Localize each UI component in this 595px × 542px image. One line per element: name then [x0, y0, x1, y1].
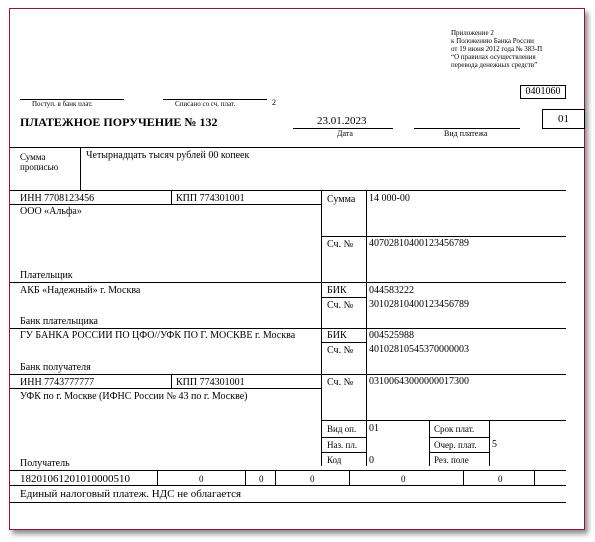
payment-type-label: Вид платежа — [444, 129, 488, 138]
payee-kpp: КПП 774301001 — [176, 377, 245, 388]
rule — [463, 470, 464, 485]
rule — [10, 204, 321, 205]
amount-words-label: Сумма прописью — [20, 152, 59, 172]
rule — [321, 437, 366, 438]
rule — [157, 470, 158, 485]
rule — [10, 147, 584, 148]
queue-label: Очер. плат. — [434, 440, 477, 450]
rule — [429, 437, 489, 438]
annex-line: Приложение 2 — [451, 29, 494, 37]
amount-value: 14 000-00 — [369, 193, 410, 204]
kbk: 18201061201010000510 — [20, 473, 130, 485]
payee-bank-bik: 004525988 — [369, 330, 414, 341]
payee-name: УФК по г. Москве (ИФНС России № 43 по г. Москве) — [20, 391, 248, 402]
rule — [10, 470, 566, 471]
payee-bank-name: ГУ БАНКА РОССИИ ПО ЦФО//УФК ПО Г. МОСКВЕ г. Москва — [20, 330, 296, 341]
rule — [80, 147, 81, 190]
payee-bank-label: Банк получателя — [20, 362, 91, 373]
tax-doc-date: 0 — [498, 474, 503, 484]
payee-bank-bik-label: БИК — [327, 330, 347, 341]
rule — [10, 388, 321, 389]
rule — [321, 452, 366, 453]
amount-words: Четырнадцать тысяч рублей 00 копеек — [86, 150, 250, 161]
rule — [171, 190, 172, 204]
payee-account: 03100643000000017300 — [369, 376, 469, 387]
annex-note — [451, 29, 542, 69]
payer-bank-account-label: Сч. № — [327, 300, 354, 311]
payee-inn: ИНН 7743777777 — [20, 377, 95, 388]
rule — [275, 470, 276, 485]
rule — [321, 297, 366, 298]
payee-label: Получатель — [20, 458, 70, 469]
payer-bank-label: Банк плательщика — [20, 316, 98, 327]
amount-label: Сумма — [327, 194, 356, 205]
annex-line: “О правилах осуществления — [451, 53, 536, 61]
rule — [489, 420, 490, 466]
payment-purpose: Единый налоговый платеж. НДС не облагается — [20, 488, 242, 500]
payer-account-label: Сч. № — [327, 239, 354, 250]
payer-inn: ИНН 7708123456 — [20, 193, 95, 204]
purpose-code-label: Наз. пл. — [327, 440, 358, 450]
rule — [429, 452, 489, 453]
debited-label: Списано со сч. плат. — [175, 100, 236, 108]
payer-label: Плательщик — [20, 270, 73, 281]
form-title: ПЛАТЕЖНОЕ ПОРУЧЕНИЕ № 132 — [20, 115, 218, 129]
payer-status-code: 01 — [542, 109, 585, 129]
rule — [429, 420, 430, 466]
rule — [10, 502, 566, 503]
tax-doc-number: 0 — [401, 474, 406, 484]
rule — [321, 236, 566, 237]
payer-bank-name: АКБ «Надежный» г. Москва — [20, 285, 141, 296]
payee-bank-account: 40102810545370000003 — [369, 344, 469, 355]
annex-line: перевода денежных средств” — [451, 61, 538, 69]
code-value: 0 — [369, 455, 374, 466]
payee-account-label: Сч. № — [327, 377, 354, 388]
oktmo: 0 — [199, 474, 204, 484]
payer-bank-account: 30102810400123456789 — [369, 299, 469, 310]
form-code: 0401060 — [520, 85, 566, 99]
debited-mark: 2 — [272, 98, 276, 107]
payer-bank-bik: 044583222 — [369, 285, 414, 296]
rule — [10, 374, 566, 375]
payer-name: ООО «Альфа» — [20, 206, 82, 217]
date-label: Дата — [337, 129, 353, 138]
tax-basis: 0 — [259, 474, 264, 484]
op-type: 01 — [369, 423, 379, 434]
tax-period: 0 — [310, 474, 315, 484]
payer-bank-bik-label: БИК — [327, 285, 347, 296]
reserve-label: Рез. поле — [434, 455, 469, 465]
op-type-label: Вид оп. — [327, 424, 357, 434]
annex-line: к Положению Банка России — [451, 37, 534, 45]
rule — [321, 420, 566, 421]
payment-order-form — [9, 8, 585, 530]
rule — [10, 282, 566, 283]
payee-bank-account-label: Сч. № — [327, 345, 354, 356]
received-label: Поступ. в банк плат. — [32, 100, 93, 108]
rule — [10, 328, 566, 329]
rule — [349, 470, 350, 485]
code-label: Код — [327, 455, 342, 465]
document-date: 23.01.2023 — [317, 115, 367, 127]
queue-value: 5 — [492, 439, 497, 450]
rule — [534, 470, 535, 485]
rule — [321, 342, 366, 343]
annex-line: от 19 июня 2012 года № 383-П — [451, 45, 543, 53]
payer-account: 40702810400123456789 — [369, 238, 469, 249]
rule — [171, 374, 172, 388]
rule — [10, 190, 566, 191]
payer-kpp: КПП 774301001 — [176, 193, 245, 204]
rule — [245, 470, 246, 485]
rule — [10, 485, 566, 486]
term-label: Срок плат. — [434, 424, 475, 434]
